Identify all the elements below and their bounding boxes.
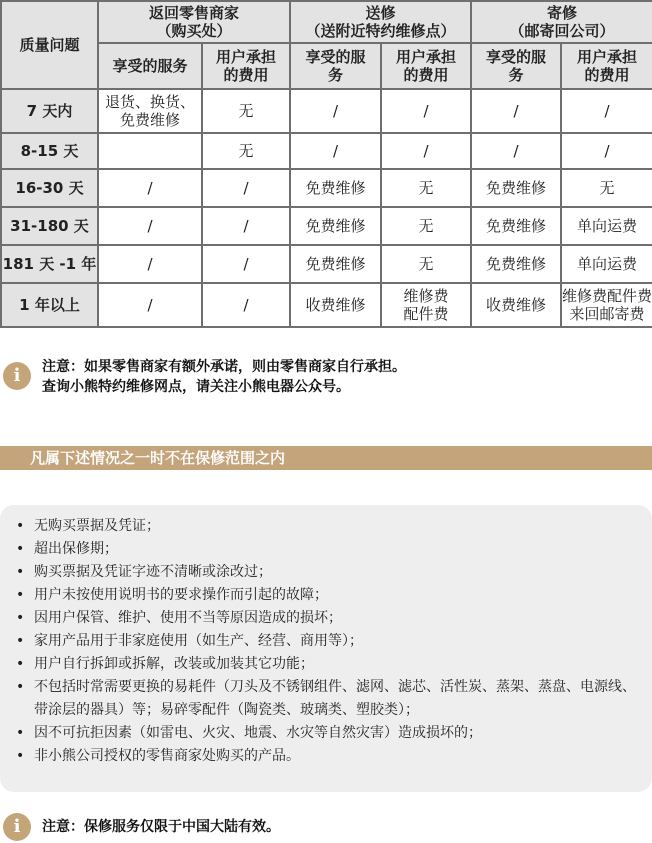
table-cell: / [202, 207, 290, 245]
table-cell: / [381, 89, 471, 133]
table-cell: 无 [202, 89, 290, 133]
row-label: 7 天内 [1, 89, 98, 133]
table-row [1, 133, 652, 169]
list-item: • 因不可抗拒因素（如雷电、火灾、地震、水灾等自然灾害）造成损坏的； [16, 725, 482, 741]
subheader-service: 享受的服务 [98, 43, 202, 89]
header-mail: 寄修 （邮寄回公司） [471, 1, 652, 43]
note-retailer [0, 352, 652, 402]
table-cell: / [202, 283, 290, 327]
table-cell: 免费维修 [471, 169, 561, 207]
table-cell: 单向运费 [561, 207, 652, 245]
list-item: • 用户未按使用说明书的要求操作而引起的故障； [16, 587, 328, 603]
exclusions-banner [0, 446, 652, 470]
table-cell: 免费维修 [471, 207, 561, 245]
table-cell: 无 [381, 207, 471, 245]
header-retailer: 返回零售商家 （购买处） [98, 1, 290, 43]
banner-title: 凡属下述情况之一时不在保修范围之内 [30, 449, 286, 467]
table-cell: / [561, 89, 652, 133]
table-cell: / [98, 169, 202, 207]
list-item: • 用户自行拆卸或拆解，改装或加装其它功能； [16, 656, 314, 672]
table-cell: / [471, 89, 561, 133]
warranty-table [0, 0, 652, 328]
note-line: 注意：保修服务仅限于中国大陆有效。 [42, 819, 280, 835]
info-icon: i [3, 362, 31, 390]
table-row [1, 169, 652, 207]
table-cell: / [202, 169, 290, 207]
subheader-user-fee: 用户承担 的费用 [202, 43, 290, 89]
table-cell: / [290, 133, 381, 169]
subheader-user-fee: 用户承担 的费用 [561, 43, 652, 89]
table-cell: 维修费配件费 来回邮寄费 [561, 283, 652, 327]
table-cell: / [98, 283, 202, 327]
list-item: • 不包括时常需要更换的易耗件（刀头及不锈钢组件、滤网、滤芯、活性炭、蒸架、蒸盘、电源线、带涂层的器具）等；易碎零配件（陶瓷类、玻璃类、塑胶类）； [16, 679, 636, 718]
row-label: 1 年以上 [1, 283, 98, 327]
row-label: 16-30 天 [1, 169, 98, 207]
header-quality-issue: 质量问题 [1, 1, 98, 89]
list-item: • 家用产品用于非家庭使用（如生产、经营、商用等）； [16, 633, 363, 649]
list-item: • 购买票据及凭证字迹不清晰或涂改过； [16, 564, 272, 580]
table-row [1, 245, 652, 283]
list-item: • 无购买票据及凭证； [16, 518, 160, 534]
subheader-service: 享受的服 务 [471, 43, 561, 89]
table-cell: 无 [202, 133, 290, 169]
table-cell: 收费维修 [471, 283, 561, 327]
table-row [1, 207, 652, 245]
note-line: 查询小熊特约维修网点，请关注小熊电器公众号。 [42, 379, 350, 395]
table-cell: / [98, 207, 202, 245]
row-label: 31-180 天 [1, 207, 98, 245]
table-cell: / [381, 133, 471, 169]
note-mainland [0, 812, 652, 842]
subheader-user-fee: 用户承担 的费用 [381, 43, 471, 89]
header-repair: 送修 （送附近特约维修点） [290, 1, 471, 43]
table-cell: 免费维修 [471, 245, 561, 283]
info-icon: i [3, 813, 31, 841]
row-label: 181 天 -1 年 [1, 245, 98, 283]
exclusions-list [0, 505, 652, 792]
table-cell: / [290, 89, 381, 133]
table-cell: / [471, 133, 561, 169]
table-cell [98, 133, 202, 169]
table-cell: 退货、换货、 免费维修 [98, 89, 202, 133]
table-cell: 单向运费 [561, 245, 652, 283]
list-item: • 超出保修期； [16, 541, 118, 557]
table-row [1, 89, 652, 133]
list-item: • 非小熊公司授权的零售商家处购买的产品。 [16, 748, 300, 764]
list-item: • 因用户保管、维护、使用不当等原因造成的损坏； [16, 610, 342, 626]
table-row [1, 283, 652, 327]
table-cell: 免费维修 [290, 245, 381, 283]
row-label: 8-15 天 [1, 133, 98, 169]
table-cell: / [561, 133, 652, 169]
table-cell: 无 [381, 245, 471, 283]
table-cell: 免费维修 [290, 207, 381, 245]
table-cell: 维修费 配件费 [381, 283, 471, 327]
note-line: 注意：如果零售商家有额外承诺，则由零售商家自行承担。 [42, 359, 406, 375]
table-cell: 收费维修 [290, 283, 381, 327]
table-cell: 无 [561, 169, 652, 207]
table-cell: 无 [381, 169, 471, 207]
table-cell: 免费维修 [290, 169, 381, 207]
table-cell: / [202, 245, 290, 283]
subheader-service: 享受的服 务 [290, 43, 381, 89]
table-cell: / [98, 245, 202, 283]
